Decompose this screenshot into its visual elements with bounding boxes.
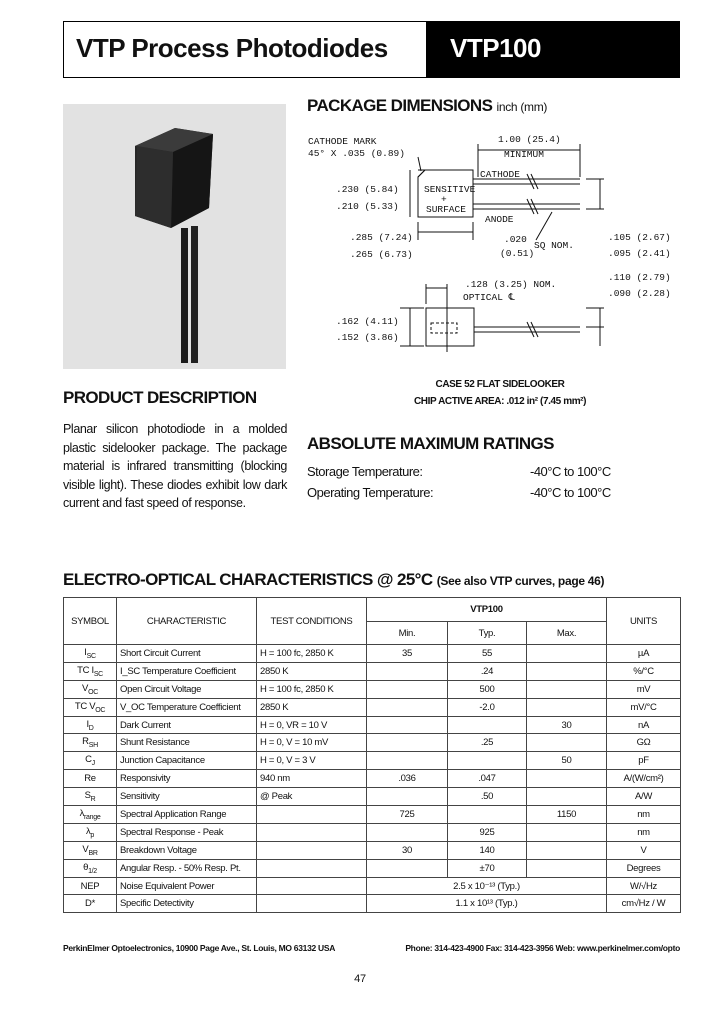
package-dimensions-heading [307, 96, 547, 116]
max-cell: 30 [527, 716, 607, 734]
units-cell: mV/°C [607, 698, 681, 716]
symbol-text: NEP [80, 880, 100, 892]
cathode-mark-label: CATHODE MARK [308, 136, 377, 147]
typ-cell: .50 [448, 788, 527, 806]
max-cell [527, 698, 607, 716]
symbol-subscript: R [90, 796, 96, 804]
typ-cell [448, 716, 527, 734]
col-header-group: VTP100 [367, 598, 607, 622]
characteristic-cell: Noise Equivalent Power [117, 877, 257, 895]
typ-cell: 140 [448, 841, 527, 859]
eo-heading-text: ELECTRO-OPTICAL CHARACTERISTICS @ 25°C [63, 570, 433, 589]
col-header-characteristic: CHARACTERISTIC [117, 598, 257, 645]
characteristic-cell: Specific Detectivity [117, 895, 257, 913]
min-cell: 35 [367, 645, 448, 663]
symbol-cell [64, 895, 117, 913]
value-span-cell: 1.1 x 10¹³ (Typ.) [367, 895, 607, 913]
product-description-heading: PRODUCT DESCRIPTION [63, 388, 257, 407]
units-cell: nA [607, 716, 681, 734]
max-cell [527, 734, 607, 752]
table-row [64, 877, 681, 895]
eo-heading-note: (See also VTP curves, page 46) [436, 574, 605, 588]
plus-label: + [441, 194, 447, 205]
eo-characteristics-heading [63, 570, 604, 590]
depth-dim-min: .152 (3.86) [336, 332, 399, 343]
col-header-symbol: SYMBOL [64, 598, 117, 645]
max-cell [527, 770, 607, 788]
typ-cell [448, 806, 527, 824]
characteristic-cell: V_OC Temperature Coefficient [117, 698, 257, 716]
characteristic-cell: Breakdown Voltage [117, 841, 257, 859]
width-dim-max: .285 (7.24) [350, 232, 413, 243]
max-cell: 50 [527, 752, 607, 770]
symbol-text: λ [79, 808, 85, 820]
table-row [64, 806, 681, 824]
thickness-dim-max: .110 (2.79) [608, 272, 671, 283]
symbol-text: R [82, 736, 89, 748]
characteristic-cell: Short Circuit Current [117, 645, 257, 663]
typ-cell: -2.0 [448, 698, 527, 716]
cathode-label: CATHODE [480, 169, 520, 180]
min-cell [367, 788, 448, 806]
symbol-text: λ [85, 825, 91, 837]
height-dim-max: .230 (5.84) [336, 184, 399, 195]
characteristic-cell: Spectral Response - Peak [117, 823, 257, 841]
header-part-box [426, 22, 679, 77]
min-cell [367, 698, 448, 716]
anode-label: ANODE [485, 214, 514, 225]
typ-cell: ±70 [448, 859, 527, 877]
table-row [64, 895, 681, 913]
sensitive-label: SENSITIVE [424, 184, 476, 195]
test-conditions-cell [257, 841, 367, 859]
package-dimension-drawing [300, 122, 700, 372]
typ-cell: .25 [448, 734, 527, 752]
characteristic-cell: Open Circuit Voltage [117, 680, 257, 698]
table-row [64, 698, 681, 716]
test-conditions-cell [257, 859, 367, 877]
col-header-min: Min. [367, 622, 448, 645]
characteristic-cell: I_SC Temperature Coefficient [117, 662, 257, 680]
lead-sq-nom: SQ NOM. [534, 240, 574, 251]
units-cell: Degrees [607, 859, 681, 877]
units-cell: cm√Hz / W [607, 895, 681, 913]
thickness-dim-min: .090 (2.28) [608, 288, 671, 299]
min-cell: .036 [367, 770, 448, 788]
rating-value: -40°C to 100°C [530, 464, 611, 479]
abs-max-ratings-heading: ABSOLUTE MAXIMUM RATINGS [307, 434, 554, 453]
table-row [64, 716, 681, 734]
test-conditions-cell: H = 0, VR = 10 V [257, 716, 367, 734]
test-conditions-cell [257, 823, 367, 841]
test-conditions-cell: 2850 K [257, 698, 367, 716]
symbol-text: Re [84, 773, 96, 785]
value-span-cell: 2.5 x 10⁻¹³ (Typ.) [367, 877, 607, 895]
symbol-text: TC V [74, 700, 96, 712]
max-cell [527, 823, 607, 841]
test-conditions-cell: H = 100 fc, 2850 K [257, 680, 367, 698]
rating-value: -40°C to 100°C [530, 485, 611, 500]
symbol-subscript: p [90, 831, 95, 839]
units-cell: pF [607, 752, 681, 770]
typ-cell: 925 [448, 823, 527, 841]
eo-characteristics-table [63, 597, 680, 914]
surface-label: SURFACE [426, 204, 466, 215]
max-cell [527, 645, 607, 663]
units-cell: µA [607, 645, 681, 663]
lead-pitch-min: .095 (2.41) [608, 248, 671, 259]
symbol-cell [64, 645, 117, 663]
symbol-subscript: 1/2 [88, 867, 97, 875]
characteristic-cell: Junction Capacitance [117, 752, 257, 770]
typ-cell: .047 [448, 770, 527, 788]
units-cell: mV [607, 680, 681, 698]
test-conditions-cell [257, 806, 367, 824]
typ-cell: .24 [448, 662, 527, 680]
max-cell: 1150 [527, 806, 607, 824]
symbol-text: V [82, 843, 89, 855]
table-row [64, 823, 681, 841]
min-cell [367, 662, 448, 680]
max-cell [527, 662, 607, 680]
height-dim-min: .210 (5.33) [336, 201, 399, 212]
test-conditions-cell: H = 0, V = 10 mV [257, 734, 367, 752]
units-cell: V [607, 841, 681, 859]
test-conditions-cell [257, 895, 367, 913]
symbol-cell [64, 698, 117, 716]
characteristic-cell: Angular Resp. - 50% Resp. Pt. [117, 859, 257, 877]
table-row [64, 662, 681, 680]
width-dim-min: .265 (6.73) [350, 249, 413, 260]
chip-active-area: CHIP ACTIVE AREA: .012 in² (7.45 mm²) [413, 396, 587, 407]
symbol-subscript: SC [86, 652, 96, 660]
symbol-cell [64, 788, 117, 806]
units-cell: nm [607, 823, 681, 841]
optical-center-label: OPTICAL ℄ [463, 292, 515, 303]
units-cell: A/(W/cm²) [607, 770, 681, 788]
symbol-cell [64, 823, 117, 841]
symbol-cell [64, 859, 117, 877]
table-row [64, 841, 681, 859]
symbol-text: S [84, 790, 91, 802]
rating-label: Storage Temperature: [307, 464, 423, 479]
characteristic-cell: Dark Current [117, 716, 257, 734]
symbol-text: TC I [77, 664, 94, 676]
symbol-subscript: range [84, 813, 101, 821]
lead-pitch-max: .105 (2.67) [608, 232, 671, 243]
max-cell [527, 859, 607, 877]
symbol-subscript: BR [88, 849, 98, 857]
test-conditions-cell: H = 0, V = 3 V [257, 752, 367, 770]
symbol-subscript: J [91, 760, 95, 768]
characteristic-cell: Spectral Application Range [117, 806, 257, 824]
min-cell: 725 [367, 806, 448, 824]
page-number: 47 [354, 973, 366, 985]
product-description-text: Planar silicon photodiode in a molded plastic sidelooker package. The package material is infrared transmitting (blocking visible light). These diodes exhibit low dark current and fast speed of response. [63, 422, 287, 510]
package-heading-text: PACKAGE DIMENSIONS [307, 96, 493, 115]
units-cell: nm [607, 806, 681, 824]
col-header-units: UNITS [607, 598, 681, 645]
max-cell [527, 788, 607, 806]
symbol-subscript: D [88, 724, 94, 732]
min-cell [367, 734, 448, 752]
symbol-text: V [82, 682, 89, 694]
symbol-subscript: SH [88, 742, 98, 750]
table-row [64, 788, 681, 806]
min-cell [367, 823, 448, 841]
min-cell [367, 680, 448, 698]
case-caption: CASE 52 FLAT SIDELOOKER [435, 379, 565, 390]
symbol-subscript: OC [95, 706, 106, 714]
units-cell: %/°C [607, 662, 681, 680]
symbol-text: C [85, 754, 92, 766]
symbol-text: I [84, 647, 87, 658]
symbol-text: D* [85, 898, 95, 910]
symbol-text: I [86, 718, 89, 730]
depth-dim-max: .162 (4.11) [336, 316, 399, 327]
eo-table-body [64, 645, 681, 913]
part-number: VTP100 [450, 33, 541, 63]
symbol-cell [64, 662, 117, 680]
rating-label: Operating Temperature: [307, 485, 434, 500]
min-cell [367, 752, 448, 770]
table-row [64, 752, 681, 770]
footer-contact: Phone: 314-423-4900 Fax: 314-423-3956 Web: www.perkinelmer.com/opto [405, 943, 680, 953]
typ-cell [448, 752, 527, 770]
lead-size-dim: .020 [504, 234, 527, 245]
symbol-cell [64, 806, 117, 824]
table-row [64, 770, 681, 788]
typ-cell: 500 [448, 680, 527, 698]
symbol-cell [64, 680, 117, 698]
max-cell [527, 680, 607, 698]
symbol-cell [64, 841, 117, 859]
units-cell: W/√Hz [607, 877, 681, 895]
min-cell: 30 [367, 841, 448, 859]
header-banner [63, 21, 680, 78]
test-conditions-cell: @ Peak [257, 788, 367, 806]
footer-address: PerkinElmer Optoelectronics, 10900 Page Ave., St. Louis, MO 63132 USA [63, 943, 336, 953]
lead-size-mm: (0.51) [500, 248, 535, 259]
units-cell: A/W [607, 788, 681, 806]
table-row [64, 680, 681, 698]
characteristic-cell: Responsivity [117, 770, 257, 788]
header-title-box [64, 22, 426, 77]
symbol-subscript: SC [93, 670, 103, 678]
col-header-max: Max. [527, 622, 607, 645]
lead-length-minimum: MINIMUM [504, 149, 544, 160]
max-cell [527, 841, 607, 859]
cathode-mark-dim: 45° X .035 (0.89) [308, 148, 405, 159]
symbol-cell [64, 752, 117, 770]
footer [63, 943, 680, 953]
test-conditions-cell: H = 100 fc, 2850 K [257, 645, 367, 663]
test-conditions-cell: 2850 K [257, 662, 367, 680]
typ-cell: 55 [448, 645, 527, 663]
table-row [64, 645, 681, 663]
optical-center-dim: .128 (3.25) NOM. [465, 279, 557, 290]
symbol-cell [64, 877, 117, 895]
col-header-typ: Typ. [448, 622, 527, 645]
col-header-test-conditions: TEST CONDITIONS [257, 598, 367, 645]
symbol-text: θ [83, 861, 89, 873]
table-row [64, 859, 681, 877]
test-conditions-cell [257, 877, 367, 895]
symbol-cell [64, 734, 117, 752]
symbol-subscript: OC [88, 688, 98, 696]
min-cell [367, 716, 448, 734]
test-conditions-cell: 940 nm [257, 770, 367, 788]
characteristic-cell: Shunt Resistance [117, 734, 257, 752]
table-row [64, 734, 681, 752]
units-cell: GΩ [607, 734, 681, 752]
min-cell [367, 859, 448, 877]
page-title: VTP Process Photodiodes [76, 33, 388, 63]
lead-length-dim: 1.00 (25.4) [498, 134, 561, 145]
characteristic-cell: Sensitivity [117, 788, 257, 806]
symbol-cell [64, 770, 117, 788]
product-photo [63, 104, 286, 369]
package-units: inch (mm) [496, 100, 548, 114]
symbol-cell [64, 716, 117, 734]
